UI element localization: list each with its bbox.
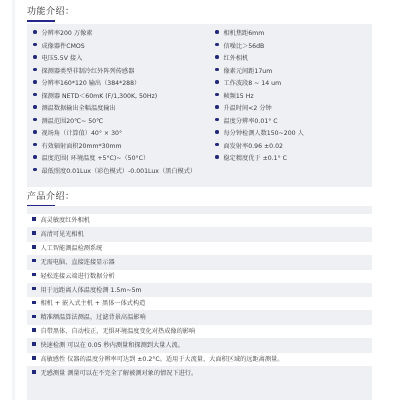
features-section-title	[27, 4, 75, 22]
left-margin-bar	[0, 0, 27, 400]
bullet-square-icon	[32, 356, 36, 360]
feature-item-left	[33, 78, 140, 90]
product-item	[27, 270, 372, 283]
feature-item-right	[215, 41, 264, 53]
feature-item-right	[215, 28, 264, 40]
bullet-dot-icon	[33, 93, 37, 97]
bullet-dot-icon	[215, 68, 219, 72]
bullet-dot-icon	[33, 30, 37, 34]
product-item	[27, 367, 372, 380]
feature-text: 温度分辨率0.01° C	[223, 117, 278, 125]
product-text: 无感测量 测量可以在不完全了解被测对象的情况下进行。	[40, 369, 198, 377]
feature-item-left	[33, 41, 85, 53]
feature-text: 测温数据输出全幅温度输出	[41, 105, 116, 112]
feature-text: 相机焦距6mm	[223, 30, 265, 37]
product-item	[27, 339, 372, 352]
feature-item-right	[215, 153, 287, 165]
bullet-square-icon	[32, 217, 36, 221]
product-item	[27, 353, 372, 366]
bullet-dot-icon	[215, 43, 219, 47]
bullet-dot-icon	[33, 155, 37, 159]
product-item	[27, 325, 372, 338]
feature-text: 视场角（计算值）40° × 30°	[41, 130, 123, 137]
product-text: 高清可见光相机	[40, 230, 84, 238]
bullet-dot-icon	[215, 80, 219, 84]
product-text: 用于远距离人体温度检测 1.5m~5m	[40, 286, 142, 294]
bullet-dot-icon	[33, 105, 37, 109]
feature-text: 最低照度0.01Lux（彩色模式）-0.001Lux（黑白模式）	[41, 167, 197, 175]
feature-text: 红外相机	[223, 55, 249, 62]
product-text: 轻松连接云端进行数据分析	[40, 272, 115, 280]
bullet-dot-icon	[215, 130, 219, 134]
product-text: 高敏感性 仪器的温度分辨率可达到 ±0.2°C。适用于大流量、大面积区域的远距离测量。	[40, 356, 284, 363]
feature-text: 测温范围20℃~ 50℃	[41, 117, 104, 125]
feature-text: 升温时间<2 分钟	[223, 105, 272, 112]
feature-item-right	[215, 53, 248, 65]
bullet-dot-icon	[33, 168, 37, 172]
bullet-square-icon	[32, 287, 36, 291]
product-item	[27, 297, 372, 310]
feature-text: 成像器件CMOS	[41, 42, 85, 50]
feature-text: 每分钟检测人数150~200 人	[223, 130, 304, 137]
bullet-dot-icon	[33, 43, 37, 47]
product-text: 精准额温算法测温，过滤背景高温影响	[40, 314, 146, 322]
feature-text: 有效辐射面积20mm*30mm	[41, 142, 122, 150]
bullet-dot-icon	[215, 118, 219, 122]
feature-item-left	[33, 153, 149, 165]
bullet-square-icon	[32, 273, 36, 277]
bullet-dot-icon	[33, 143, 37, 147]
bullet-dot-icon	[33, 80, 37, 84]
features-title-text: 功能介绍：	[27, 7, 75, 17]
product-item	[27, 242, 372, 255]
product-text: 相机 + 嵌入式主机 + 黑体一体式构造	[40, 300, 146, 308]
bullet-square-icon	[32, 342, 36, 346]
feature-item-right	[215, 91, 254, 103]
product-text: 无需电脑、直接连接显示器	[40, 258, 115, 266]
bullet-square-icon	[32, 231, 36, 235]
feature-item-right	[215, 116, 278, 128]
feature-item-left	[33, 166, 196, 178]
feature-item-left	[33, 141, 122, 153]
feature-text: 稳定精度优于 ±0.1° C	[223, 155, 287, 162]
features-panel	[27, 24, 372, 187]
feature-text: 温度范围( 环境温度 +5°C)~（50°C）	[41, 155, 150, 162]
feature-text: 探测器 NETD＜60mK (F/1,300K, 50Hz)	[41, 92, 158, 100]
bullet-square-icon	[32, 301, 36, 305]
products-panel	[27, 206, 372, 400]
feature-text: 探测器类型非制冷红外阵列传感器	[41, 67, 135, 75]
product-item	[27, 214, 372, 227]
bullet-square-icon	[32, 370, 36, 374]
feature-text: 像素元间距17um	[223, 67, 273, 75]
feature-text: 工作波段8 ~ 14 um	[223, 80, 282, 87]
bullet-square-icon	[32, 328, 36, 332]
product-text: 自带黑体、自动校正，无惧环境温度变化对热成像的影响	[40, 328, 196, 336]
bullet-square-icon	[32, 259, 36, 263]
bullet-dot-icon	[33, 68, 37, 72]
bullet-dot-icon	[215, 93, 219, 97]
product-item	[27, 228, 372, 241]
bullet-dot-icon	[33, 118, 37, 122]
feature-item-left	[33, 66, 134, 78]
product-item	[27, 284, 372, 297]
bullet-dot-icon	[33, 55, 37, 59]
bullet-dot-icon	[215, 55, 219, 59]
feature-item-right	[215, 78, 281, 90]
feature-item-left	[33, 28, 92, 40]
feature-item-right	[215, 66, 272, 78]
bullet-dot-icon	[215, 143, 219, 147]
feature-text: 面发射率0.96 ±0.02	[223, 142, 283, 150]
features-title-underline	[27, 20, 55, 22]
product-item	[27, 311, 372, 324]
feature-item-left	[33, 128, 122, 140]
product-text: 快速检测 可以在 0.05 秒内测量和探测到大量人流。	[40, 342, 184, 350]
feature-item-left	[33, 116, 103, 128]
feature-item-left	[33, 103, 116, 115]
left-accent-line	[12, 0, 15, 400]
feature-item-left	[33, 91, 157, 103]
feature-item-right	[215, 128, 304, 140]
bullet-dot-icon	[33, 130, 37, 134]
feature-item-left	[33, 53, 82, 65]
products-title-text: 产品介绍：	[27, 192, 75, 202]
feature-text: 帧频15 Hz	[223, 92, 254, 100]
products-section-title	[27, 189, 75, 207]
bullet-dot-icon	[215, 105, 219, 109]
feature-item-right	[215, 141, 283, 153]
bullet-dot-icon	[215, 30, 219, 34]
product-text: 人工智能测温检测系统	[40, 244, 103, 252]
feature-text: 分辨率160*120 输出（384*288）	[41, 80, 141, 87]
bullet-square-icon	[32, 245, 36, 249]
feature-text: 分辨率200 万像素	[41, 30, 93, 37]
bullet-square-icon	[32, 315, 36, 319]
bullet-dot-icon	[215, 155, 219, 159]
product-item	[27, 256, 372, 269]
feature-text: 信噪比＞56dB	[223, 42, 265, 50]
feature-item-right	[215, 103, 272, 115]
feature-text: 电压5.5V 接入	[41, 55, 83, 62]
product-text: 高灵敏度红外相机	[40, 217, 90, 224]
